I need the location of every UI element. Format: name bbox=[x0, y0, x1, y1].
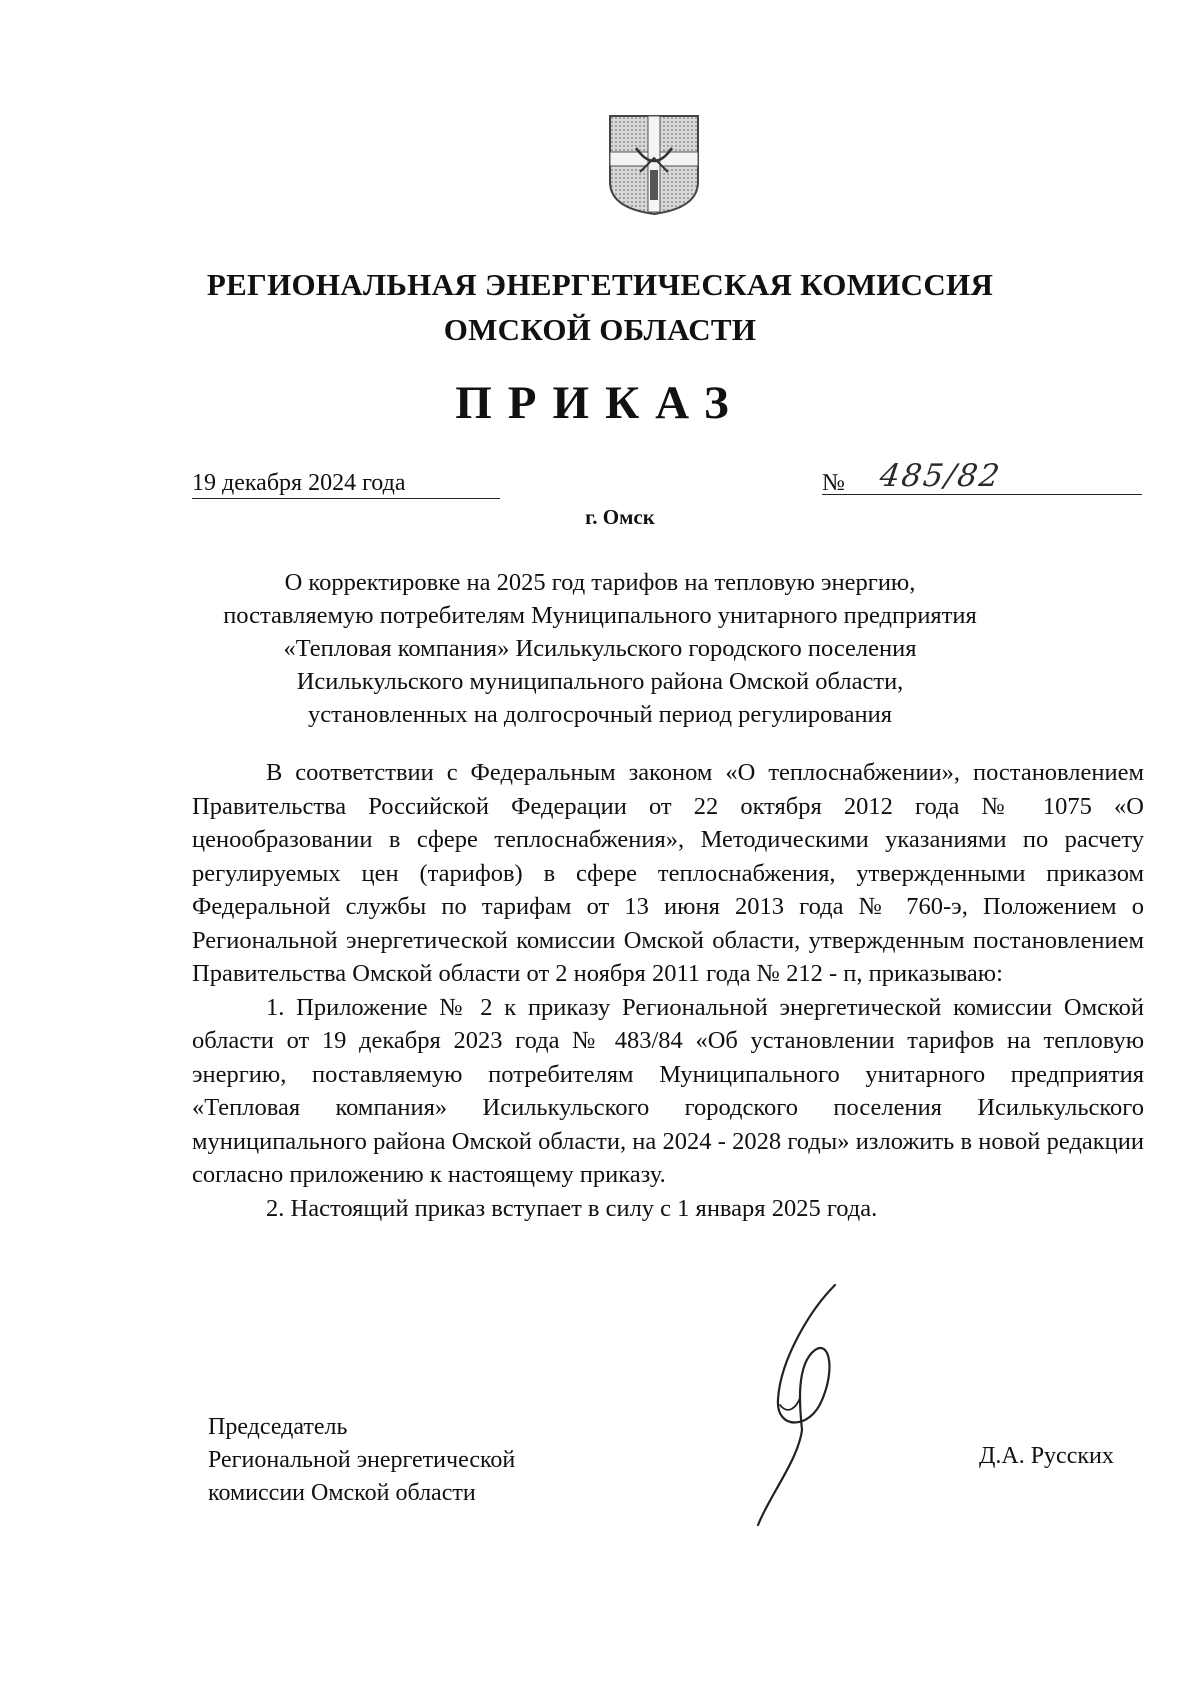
signatory-name: Д.А. Русских bbox=[979, 1443, 1114, 1469]
organization-title bbox=[150, 262, 1050, 352]
signatory-position-line1: Председатель bbox=[208, 1414, 348, 1440]
subject-line: Исилькульского муниципального района Омской области, bbox=[296, 668, 904, 695]
subject-line: установленных на долгосрочный период регулирования bbox=[308, 701, 892, 728]
subject-line: «Тепловая компания» Исилькульского городского поселения bbox=[283, 635, 917, 662]
signatory-position-line3: комиссии Омской области bbox=[208, 1480, 476, 1506]
handwritten-signature-icon bbox=[740, 1280, 880, 1530]
order-item-2: 2. Настоящий приказ вступает в силу с 1 января 2025 года. bbox=[266, 1194, 878, 1222]
number-sign: № bbox=[822, 470, 845, 496]
document-number-handwritten: 485/82 bbox=[877, 458, 1004, 494]
subject-line: поставляемую потребителям Муниципального унитарного предприятия bbox=[223, 602, 977, 629]
document-date: 19 декабря 2024 года bbox=[192, 470, 500, 499]
organization-title-line1: РЕГИОНАЛЬНАЯ ЭНЕРГЕТИЧЕСКАЯ КОМИССИЯ bbox=[206, 267, 994, 302]
coat-of-arms-icon bbox=[606, 112, 702, 216]
document-body bbox=[192, 756, 1144, 1225]
signatory-position-line2: Региональной энергетической bbox=[208, 1447, 516, 1473]
subject-line: О корректировке на 2025 год тарифов на тепловую энергию, bbox=[284, 569, 916, 596]
preamble-paragraph: В соответствии с Федеральным законом «О теплоснабжении», постановлением Правительства Российской Федерации от 22 октября 2012 года № 1075 «О ценообразовании в сфере теплоснабжения», Методическими указаниями по расчету регулируемых цен (тарифов) в сфере теплоснабжения, утвержденными приказом Федеральной службы по тарифам от 13 июня 2013 года № 760-э, Положением о Региональной энергетической комиссии Омской области, утвержденным постановлением Правительства Омской области от 2 ноября 2011 года № 212 - п, приказываю: bbox=[192, 759, 1144, 987]
order-item-1: 1. Приложение № 2 к приказу Региональной энергетической комиссии Омской области от 19 декабря 2023 года № 483/84 «Об установлении тарифов на тепловую энергию, поставляемую потребителям Муниципального унитарного предприятия «Тепловая компания» Исилькульского городского поселения Исилькульского муниципального района Омской области, на 2024 - 2028 годы» изложить в новой редакции согласно приложению к настоящему приказу. bbox=[192, 993, 1144, 1188]
organization-title-line2: ОМСКОЙ ОБЛАСТИ bbox=[443, 312, 757, 347]
document-number-field bbox=[822, 458, 1142, 495]
document-subject bbox=[150, 566, 1050, 731]
document-city: г. Омск bbox=[585, 505, 655, 529]
signatory-position bbox=[208, 1411, 515, 1510]
document-type-title: ПРИКАЗ bbox=[455, 377, 745, 429]
